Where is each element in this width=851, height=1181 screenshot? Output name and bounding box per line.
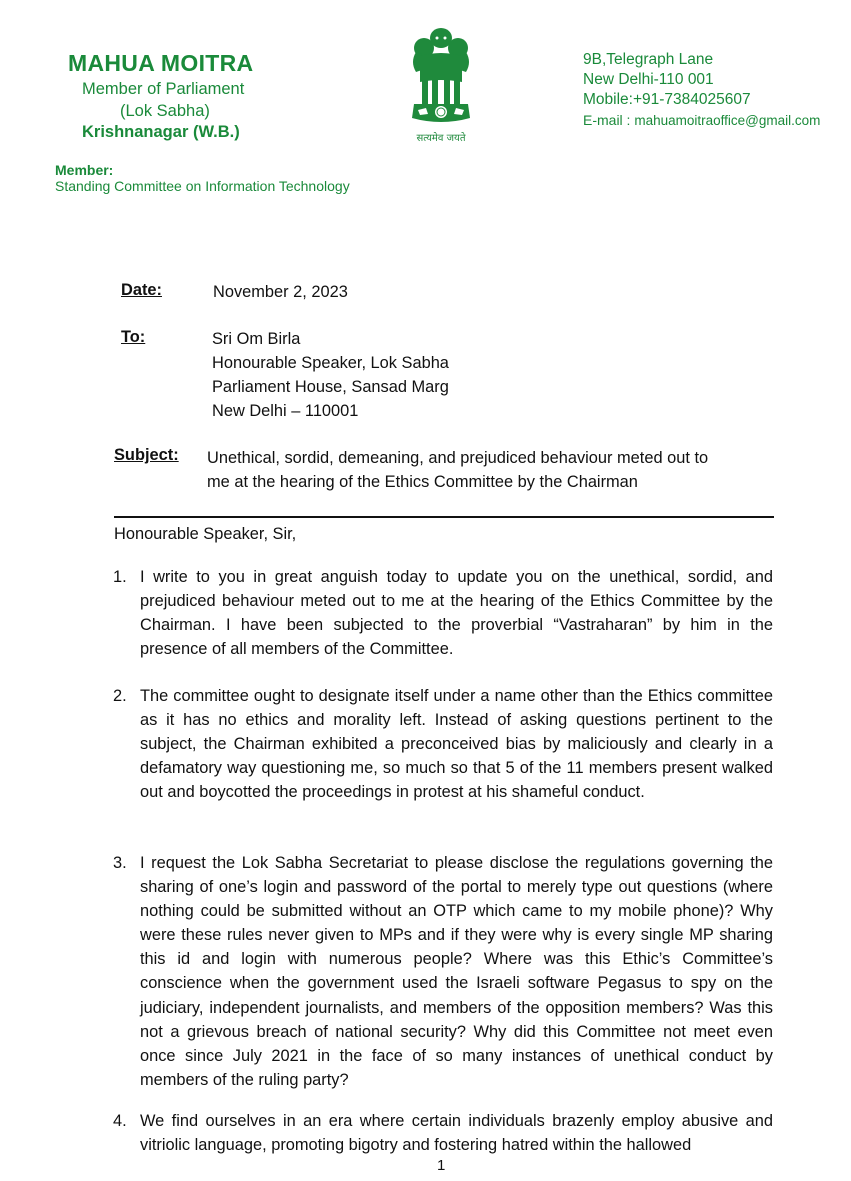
email-label: E-mail :: [583, 112, 635, 128]
subject-text: [207, 446, 708, 494]
date-label: Date:: [121, 281, 162, 299]
numbered-paragraph: [113, 1109, 773, 1157]
address-line-1: 9B,Telegraph Lane: [583, 51, 714, 68]
paragraph-text: I write to you in great anguish today to update you on the unethical, sordid, and prejudiced behaviour meted out to me at the hearing of the Ethics Committee by the Chairman. I have been subjected to the proverbial “Vastraharan” by him in the presence of all members of the Committee.: [140, 568, 773, 659]
emblem-motto: सत्यमेव जयते: [416, 133, 466, 144]
salutation: Honourable Speaker, Sir,: [114, 525, 297, 543]
paragraph-text: I request the Lok Sabha Secretariat to please disclose the regulations governing the sharing of one’s login and password of the portal to merely type out questions (where nothing could be submitted without an OTP which came to my mobile phone)? Why were these rules never given to MPs and if they were why is every single MP sharing this id and login with numerous people? Where was this Ethic’s Committee’s conscience when the government used the Israeli software Pegasus to spy on the judiciary, independent journalists, and members of the opposition members? Was this not a grievous breach of national security? Why did this Committee not meet even once since July 2021 in the face of so many instances of unethical conduct by members of the ruling party?: [140, 854, 773, 1089]
sender-title: Member of Parliament: [82, 80, 245, 98]
paragraph-number: 2.: [113, 687, 127, 705]
subject-line-1: Unethical, sordid, demeaning, and prejudiced behaviour meted out to: [207, 449, 709, 467]
numbered-paragraph: [113, 684, 773, 804]
recipient-city: New Delhi – 110001: [212, 402, 359, 420]
sender-house: (Lok Sabha): [120, 102, 210, 120]
recipient-title: Honourable Speaker, Lok Sabha: [212, 354, 449, 372]
sender-name: MAHUA MOITRA: [68, 50, 254, 76]
address-line-2: New Delhi-110 001: [583, 71, 714, 88]
email-address[interactable]: mahuamoitraoffice@gmail.com: [634, 113, 821, 128]
sender-constituency: Krishnanagar (W.B.): [82, 123, 240, 141]
page-number: 1: [437, 1157, 446, 1174]
contact-block: [583, 50, 820, 131]
paragraph-text: We find ourselves in an era where certain individuals brazenly employ abusive and vitriolic language, promoting bigotry and fostering hatred within the hallowed: [140, 1112, 773, 1155]
mobile-number: Mobile:+91-7384025607: [583, 91, 751, 108]
paragraph-number: 3.: [113, 854, 127, 872]
committee-name: Standing Committee on Information Technology: [55, 178, 350, 194]
to-label: To:: [121, 328, 146, 346]
email-line: [583, 110, 820, 131]
numbered-paragraph: [113, 565, 773, 661]
national-emblem-icon: [402, 22, 480, 147]
member-label: Member:: [55, 162, 114, 178]
numbered-paragraph: [113, 851, 773, 1092]
recipient-name: Sri Om Birla: [212, 330, 301, 348]
date-value: November 2, 2023: [213, 283, 348, 301]
recipient-block: [212, 327, 449, 423]
paragraph-number: 1.: [113, 568, 127, 586]
paragraph-text: The committee ought to designate itself under a name other than the Ethics committee as it has no ethics and morality left. Instead of asking questions pertinent to the subject, the Chairman exhibited a preconceived bias by maliciously and clearly in a defamatory way questioning me, so much so that 5 of the 11 members present walked out and boycotted the proceedings in protest at his shameful conduct.: [140, 687, 773, 802]
subject-line-2: me at the hearing of the Ethics Committee by the Chairman: [207, 473, 638, 491]
subject-label: Subject:: [114, 446, 179, 464]
paragraph-number: 4.: [113, 1112, 127, 1130]
recipient-address: Parliament House, Sansad Marg: [212, 378, 449, 396]
divider: [114, 516, 774, 518]
